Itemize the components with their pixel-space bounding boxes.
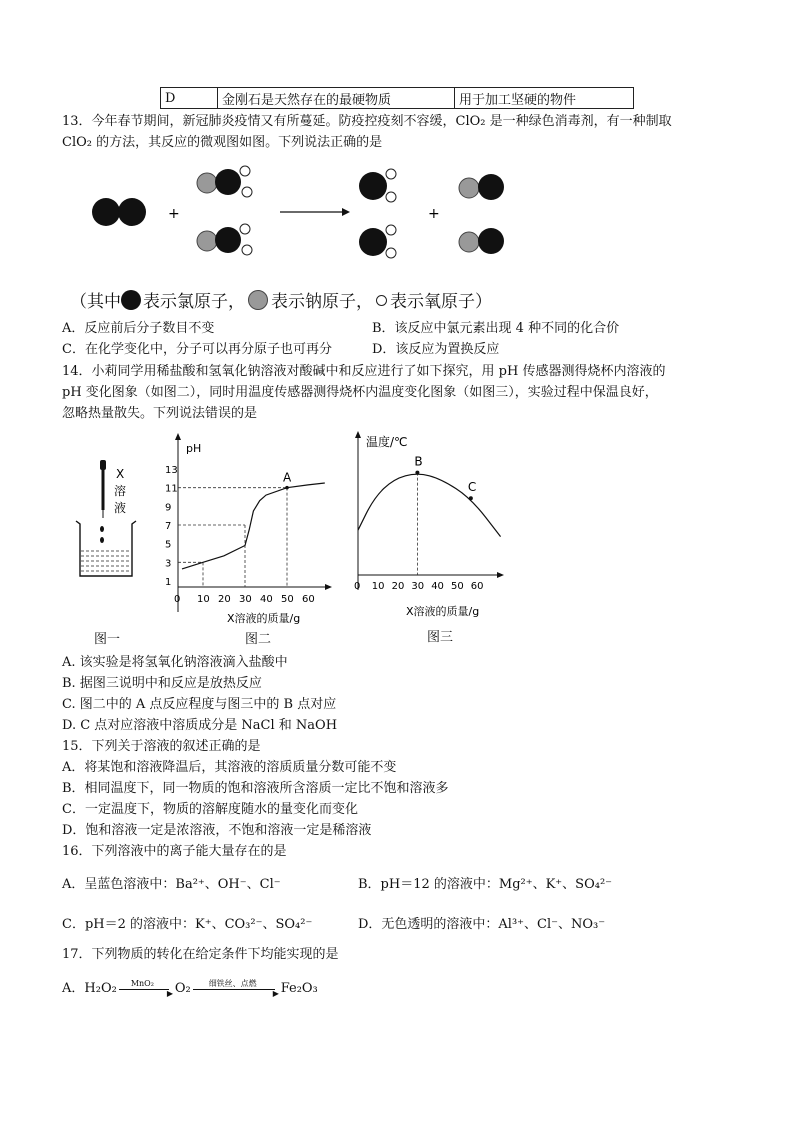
x-tick-label: 40: [260, 594, 273, 605]
temperature-curve: [358, 474, 501, 536]
point-marker: [469, 496, 473, 500]
q15-option-b: B．相同温度下，同一物质的饱和溶液所含溶质一定比不饱和溶液多: [62, 781, 449, 796]
q16-option-d: D．无色透明的溶液中：Al³⁺、Cl⁻、NO₃⁻: [358, 917, 606, 932]
solution-x-label: X: [116, 467, 125, 481]
figure2-caption: 图二: [245, 632, 272, 647]
point-label: A: [283, 470, 292, 485]
legend-prefix: （其中: [70, 292, 121, 312]
nacl-molecule: [459, 228, 504, 254]
drop: [100, 537, 104, 543]
plus-sign: +: [168, 206, 180, 222]
plus-sign: +: [428, 206, 440, 222]
table-cell-use: 用于加工坚硬的物件: [455, 88, 634, 109]
figure1-caption: 图一: [94, 632, 121, 647]
x-tick-label: 0: [354, 581, 361, 592]
legend-chlorine: 表示氯原子，: [143, 292, 245, 312]
solution-char: 液: [114, 501, 127, 515]
beaker-figure: [72, 458, 152, 588]
x-axis-label: X溶液的质量/g: [227, 612, 301, 625]
sodium-atom-icon: [248, 290, 268, 310]
point-label: C: [467, 480, 477, 495]
y-tick-label: 13: [165, 465, 178, 476]
point-marker: [415, 471, 419, 475]
arrow-condition: MnO₂: [130, 979, 154, 988]
substance-o2: O₂: [174, 981, 191, 996]
q15-option-c: C．一定温度下，物质的溶解度随水的量变化而变化: [62, 802, 358, 817]
substance-h2o2: H₂O₂: [84, 981, 117, 996]
y-axis-label: pH: [186, 442, 202, 455]
y-tick-label: 1: [165, 577, 172, 588]
x-tick-label: 10: [197, 594, 210, 605]
nacl-molecule: [459, 174, 504, 200]
dropper-bulb: [100, 460, 106, 470]
y-tick-label: 9: [165, 502, 172, 514]
arrow-ignite: 细铁丝、点燃 ▶: [191, 980, 281, 998]
q13-stem-line2: ClO₂ 的方法，其反应的微观图如图。下列说法正确的是: [62, 135, 383, 150]
y-tick-label: 7: [165, 521, 172, 532]
beaker-liquid: [81, 551, 131, 571]
q15-option-d: D．饱和溶液一定是浓溶液，不饱和溶液一定是稀溶液: [62, 823, 372, 838]
q14-stem-line2: pH 变化图象（如图二），同时用温度传感器测得烧杯内温度变化图象（如图三），实验过程中保温良好，: [62, 385, 658, 400]
answer-table: [160, 87, 634, 109]
q14-stem-line3: 忽略热量散失。下列说法错误的是: [62, 406, 258, 421]
x-tick-label: 0: [174, 594, 181, 605]
chlorine-atom: [92, 198, 120, 226]
x-tick-label: 30: [411, 581, 425, 592]
q15-stem: 15．下列关于溶液的叙述正确的是: [62, 739, 261, 754]
q17-option-a: [62, 980, 318, 998]
x-tick-label: 50: [281, 594, 294, 605]
atom-legend: [70, 287, 492, 312]
oxygen-atom-icon: [376, 295, 387, 306]
x-tick-label: 50: [451, 581, 464, 592]
table-cell-material: 金刚石是天然存在的最硬物质: [218, 88, 455, 109]
q17-stem: 17．下列物质的转化在给定条件下均能实现的是: [62, 947, 339, 962]
drop: [100, 526, 104, 532]
q14-stem-line1: 14．小莉同学用稀盐酸和氢氧化钠溶液对酸碱中和反应进行了如下探究，用 pH 传感器测得烧杯内溶液的: [62, 364, 666, 379]
x-tick-label: 60: [470, 581, 484, 592]
table-cell-letter: D: [161, 88, 218, 109]
q15-option-a: A．将某饱和溶液降温后，其溶液的溶质质量分数可能不变: [62, 760, 397, 775]
q14-option-d: D. C 点对应溶液中溶质成分是 NaCl 和 NaOH: [62, 718, 338, 733]
beaker: [76, 521, 136, 576]
q16-stem: 16．下列溶液中的离子能大量存在的是: [62, 844, 287, 859]
substance-fe2o3: Fe₂O₃: [280, 981, 318, 996]
naclo2-molecule: [197, 166, 252, 197]
naclo2-molecule: [197, 224, 252, 255]
ph-chart: [160, 432, 340, 627]
q13-stem-line1: 13．今年春节期间，新冠肺炎疫情又有所蔓延。防疫控疫刻不容缓，ClO₂ 是一种绿色消毒剂，有一种制取: [62, 114, 672, 129]
clo2-molecule: [359, 169, 396, 202]
q14-option-c: C. 图二中的 A 点反应程度与图三中的 B 点对应: [62, 697, 337, 712]
x-tick-label: 20: [218, 594, 231, 605]
point-a: [285, 486, 289, 490]
reaction-diagram: [80, 160, 540, 270]
table-row: [161, 88, 634, 109]
point-label: B: [414, 454, 423, 469]
q14-option-a: A. 该实验是将氢氧化钠溶液滴入盐酸中: [62, 655, 288, 670]
x-tick-label: 10: [371, 581, 385, 592]
q16-option-a: A．呈蓝色溶液中：Ba²⁺、OH⁻、Cl⁻: [62, 877, 281, 892]
chlorine-atom: [118, 198, 146, 226]
q16-option-c: C．pH＝2 的溶液中：K⁺、CO₃²⁻、SO₄²⁻: [62, 917, 313, 932]
y-tick-label: 5: [165, 539, 172, 551]
y-tick-label: 3: [165, 558, 172, 570]
solution-char: 溶: [114, 484, 127, 498]
q13-option-c: C．在化学变化中，分子可以再分原子也可再分: [62, 342, 332, 357]
x-tick-label: 60: [302, 594, 315, 605]
arrow-condition: 细铁丝、点燃: [208, 979, 257, 988]
q13-option-b: B．该反应中氯元素出现 4 种不同的化合价: [372, 321, 620, 336]
figure3-caption: 图三: [427, 630, 454, 645]
q13-option-d: D．该反应为置换反应: [372, 342, 500, 357]
chlorine-atom-icon: [121, 290, 141, 310]
x-tick-label: 40: [431, 581, 444, 592]
clo2-molecule: [359, 225, 396, 258]
option-a-prefix: A．: [62, 981, 85, 996]
legend-oxygen: 表示氧原子）: [390, 292, 492, 312]
legend-sodium: 表示钠原子，: [271, 292, 373, 312]
x-axis-label: X溶液的质量/g: [406, 605, 480, 618]
temperature-chart: [348, 430, 508, 625]
ph-curve: [182, 483, 325, 569]
arrow-mno2: MnO₂ ▶: [117, 980, 175, 998]
x-tick-label: 30: [239, 594, 252, 605]
q14-option-b: B. 据图三说明中和反应是放热反应: [62, 676, 262, 691]
y-tick-label: 11: [165, 483, 178, 495]
q16-option-b: B．pH＝12 的溶液中：Mg²⁺、K⁺、SO₄²⁻: [358, 877, 613, 892]
x-tick-label: 20: [391, 581, 405, 592]
y-axis-label: 温度/℃: [366, 435, 408, 449]
q13-option-a: A．反应前后分子数目不变: [62, 321, 215, 336]
